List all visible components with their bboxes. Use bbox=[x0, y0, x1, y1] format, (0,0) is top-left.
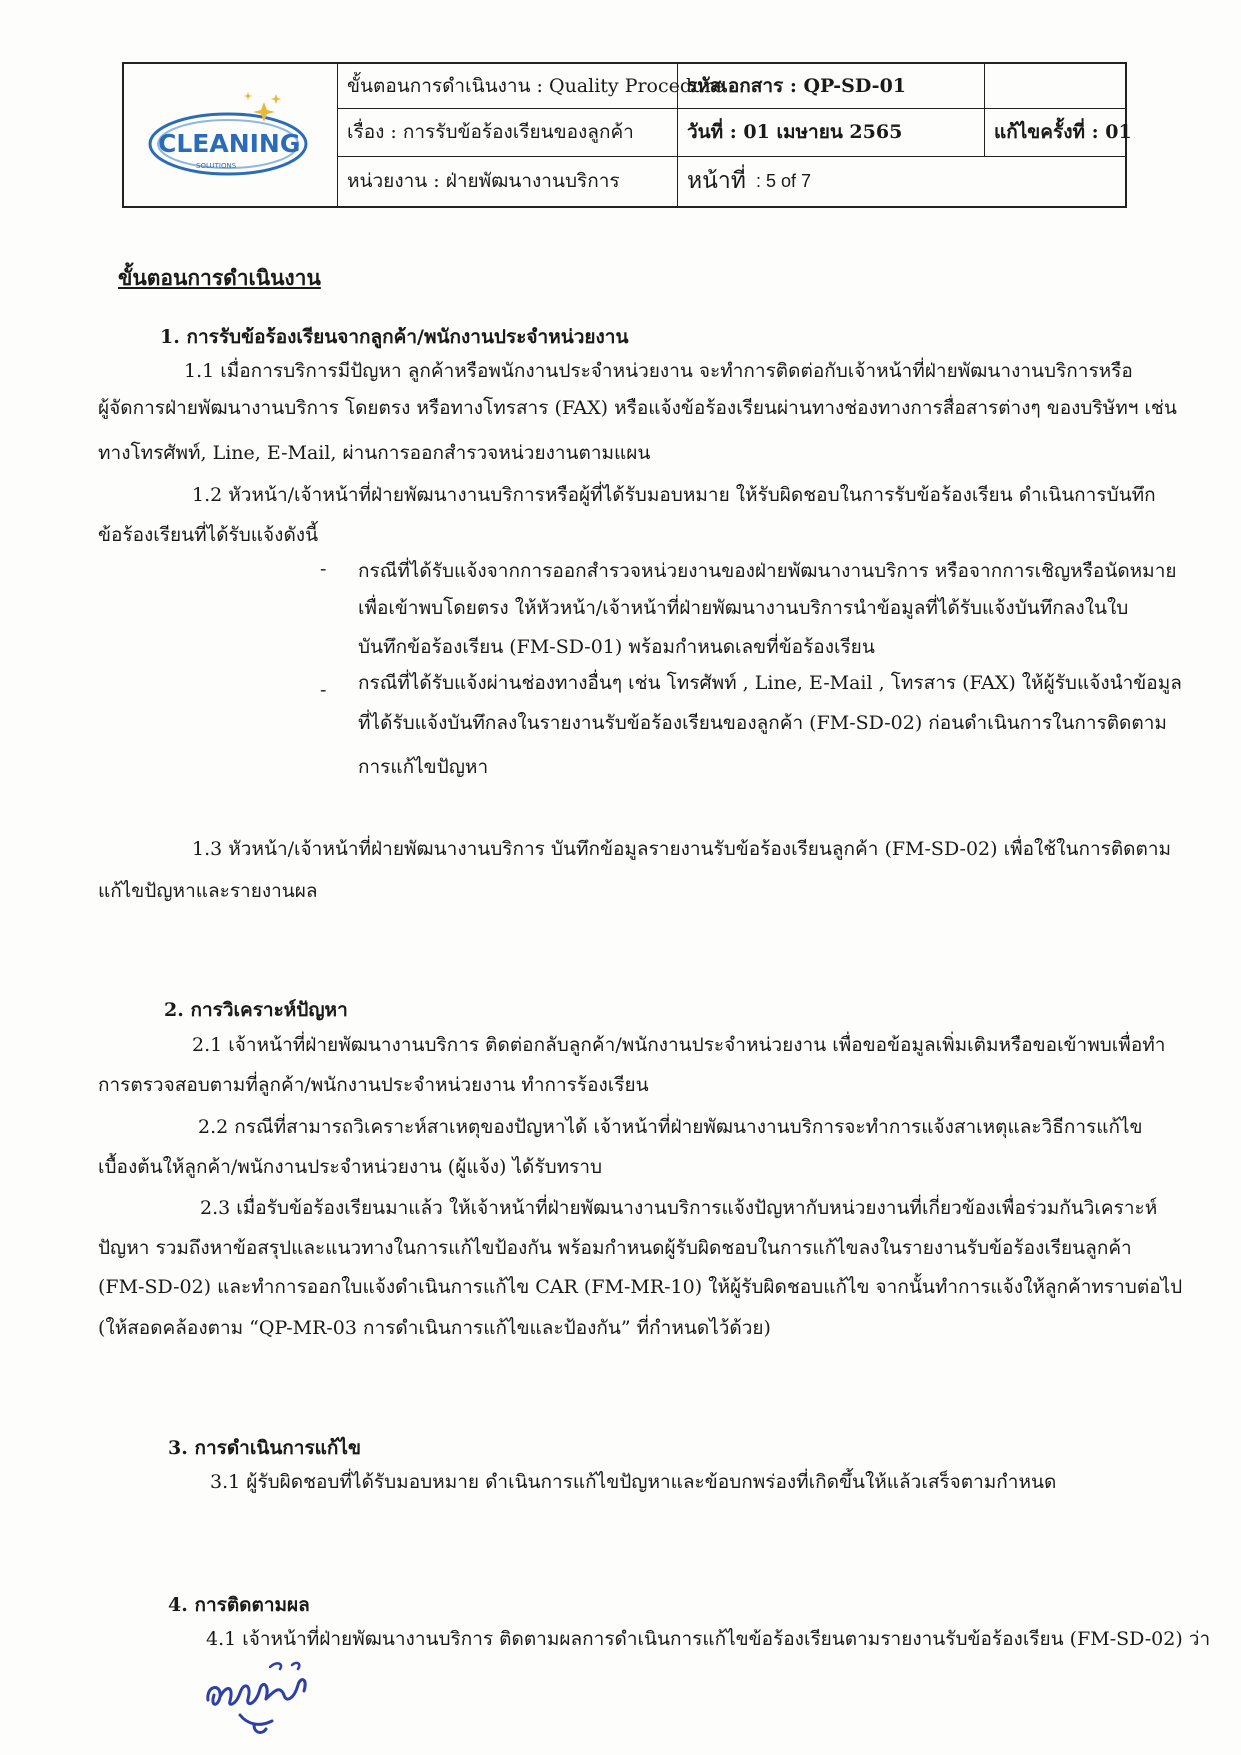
bullet-dash: - bbox=[320, 679, 327, 701]
paragraph-line: การแก้ไขปัญหา bbox=[358, 756, 489, 778]
procedure-text: ขั้นตอนการดำเนินงาน : Quality Procedure bbox=[347, 75, 725, 97]
paragraph-line: เบื้องต้นให้ลูกค้า/พนักงานประจำหน่วยงาน (ผู้แจ้ง) ได้รับทราบ bbox=[98, 1156, 603, 1178]
paragraph-line: ข้อร้องเรียนที่ได้รับแจ้งดังนี้ bbox=[98, 524, 319, 546]
paragraph-line: 4.1 เจ้าหน้าที่ฝ่ายพัฒนางานบริการ ติดตามผลการดำเนินการแก้ไขข้อร้องเรียนตามรายงานรับข้อร้องเรียน (FM-SD-02) ว่า bbox=[206, 1628, 1211, 1650]
paragraph-line: 2.1 เจ้าหน้าที่ฝ่ายพัฒนางานบริการ ติดต่อกลับลูกค้า/พนักงานประจำหน่วยงาน เพื่อขอข้อมูลเพิ่มเติมหรือขอเข้าพบเพื่อทำ bbox=[192, 1034, 1166, 1056]
svg-text:SOLUTIONS: SOLUTIONS bbox=[195, 162, 236, 170]
signature bbox=[200, 1655, 320, 1749]
revision bbox=[984, 108, 1132, 156]
subject-text: เรื่อง : การรับข้อร้องเรียนของลูกค้า bbox=[347, 121, 634, 143]
page-title: ขั้นตอนการดำเนินงาน bbox=[118, 265, 321, 290]
paragraph-line: ผู้จัดการฝ่ายพัฒนางานบริการ โดยตรง หรือทางโทรสาร (FAX) หรือแจ้งข้อร้องเรียนผ่านทางช่องทางการสื่อสารต่างๆ ของบริษัทฯ เช่น bbox=[98, 397, 1177, 419]
doc-code bbox=[677, 64, 1127, 108]
effective-date bbox=[677, 108, 984, 156]
section-heading: 2. การวิเคราะห์ปัญหา bbox=[164, 999, 348, 1021]
section-heading: 4. การติดตามผล bbox=[168, 1594, 310, 1616]
paragraph-line: ปัญหา รวมถึงหาข้อสรุปและแนวทางในการแก้ไขป้องกัน พร้อมกำหนดผู้รับผิดชอบในการแก้ไขลงในรายงานรับข้อร้องเรียนลูกค้า bbox=[98, 1237, 1132, 1259]
paragraph-line: 2.2 กรณีที่สามารถวิเคราะห์สาเหตุของปัญหาได้ เจ้าหน้าที่ฝ่ายพัฒนางานบริการจะทำการแจ้งสาเหตุและวิธีการแก้ไข bbox=[198, 1116, 1143, 1138]
paragraph-line: บันทึกข้อร้องเรียน (FM-SD-01) พร้อมกำหนดเลขที่ข้อร้องเรียน bbox=[358, 636, 875, 658]
subject bbox=[337, 108, 677, 156]
paragraph-line: 2.3 เมื่อรับข้อร้องเรียนมาแล้ว ให้เจ้าหน้าที่ฝ่ายพัฒนางานบริการแจ้งปัญหากับหน่วยงานที่เกี่ยวข้องเพื่อร่วมกันวิเคราะห์ bbox=[200, 1197, 1158, 1219]
paragraph-line: แก้ไขปัญหาและรายงานผล bbox=[98, 880, 318, 902]
paragraph-line: ที่ได้รับแจ้งบันทึกลงในรายงานรับข้อร้องเรียนของลูกค้า (FM-SD-02) ก่อนดำเนินการในการติดตาม bbox=[358, 712, 1167, 734]
handwritten-signature-icon bbox=[200, 1655, 320, 1745]
paragraph-line: 1.2 หัวหน้า/เจ้าหน้าที่ฝ่ายพัฒนางานบริการหรือผู้ที่ได้รับมอบหมาย ให้รับผิดชอบในการรับข้อร้องเรียน ดำเนินการบันทึก bbox=[192, 484, 1156, 506]
page-value: : 5 of 7 bbox=[755, 170, 812, 191]
paragraph-line: 1.3 หัวหน้า/เจ้าหน้าที่ฝ่ายพัฒนางานบริการ บันทึกข้อมูลรายงานรับข้อร้องเรียนลูกค้า (FM-SD-02) เพื่อใช้ในการติดตาม bbox=[192, 838, 1172, 860]
company-logo bbox=[124, 64, 337, 206]
section-heading: 3. การดำเนินการแก้ไข bbox=[168, 1437, 361, 1459]
paragraph-line: 1.1 เมื่อการบริการมีปัญหา ลูกค้าหรือพนักงานประจำหน่วยงาน จะทำการติดต่อกับเจ้าหน้าที่ฝ่ายพัฒนางานบริการหรือ bbox=[184, 360, 1133, 382]
paragraph-line: ทางโทรศัพท์, Line, E-Mail, ผ่านการออกสำรวจหน่วยงานตามแผน bbox=[98, 442, 651, 464]
revision-text: แก้ไขครั้งที่ : 01 bbox=[994, 121, 1132, 143]
section-heading: 1. การรับข้อร้องเรียนจากลูกค้า/พนักงานประจำหน่วยงาน bbox=[160, 326, 629, 348]
procedure-label bbox=[337, 64, 725, 108]
paragraph-line: (ให้สอดคล้องตาม “QP-MR-03 การดำเนินการแก้ไขและป้องกัน” ที่กำหนดไว้ด้วย) bbox=[98, 1317, 771, 1339]
document-header bbox=[122, 62, 1132, 208]
cleaning-logo-icon bbox=[136, 80, 326, 190]
page-label: หน้าที่ bbox=[687, 168, 746, 194]
paragraph-line: 3.1 ผู้รับผิดชอบที่ได้รับมอบหมาย ดำเนินการแก้ไขปัญหาและข้อบกพร่องที่เกิดขึ้นให้แล้วเสร็จตามกำหนด bbox=[210, 1471, 1057, 1493]
bullet-dash: - bbox=[320, 558, 327, 580]
paragraph-line: เพื่อเข้าพบโดยตรง ให้หัวหน้า/เจ้าหน้าที่ฝ่ายพัฒนางานบริการนำข้อมูลที่ได้รับแจ้งบันทึกลงในใบ bbox=[358, 597, 1129, 619]
doc-code-text: รหัสเอกสาร : QP-SD-01 bbox=[687, 75, 907, 97]
date-text: วันที่ : 01 เมษายน 2565 bbox=[687, 121, 903, 143]
department-text: หน่วยงาน : ฝ่ายพัฒนางานบริการ bbox=[347, 170, 620, 192]
svg-text:CLEANING: CLEANING bbox=[157, 129, 300, 158]
paragraph-line: กรณีที่ได้รับแจ้งผ่านช่องทางอื่นๆ เช่น โทรศัพท์ , Line, E-Mail , โทรสาร (FAX) ให้ผู้รับแจ้งนำข้อมูล bbox=[358, 672, 1182, 694]
page-number bbox=[677, 156, 1127, 206]
department bbox=[337, 156, 677, 206]
paragraph-line: (FM-SD-02) และทำการออกใบแจ้งดำเนินการแก้ไข CAR (FM-MR-10) ให้ผู้รับผิดชอบแก้ไข จากนั้นทำการแจ้งให้ลูกค้าทราบต่อไป bbox=[98, 1276, 1183, 1298]
paragraph-line: การตรวจสอบตามที่ลูกค้า/พนักงานประจำหน่วยงาน ทำการร้องเรียน bbox=[98, 1074, 649, 1096]
paragraph-line: กรณีที่ได้รับแจ้งจากการออกสำรวจหน่วยงานของฝ่ายพัฒนางานบริการ หรือจากการเชิญหรือนัดหมาย bbox=[358, 560, 1177, 582]
